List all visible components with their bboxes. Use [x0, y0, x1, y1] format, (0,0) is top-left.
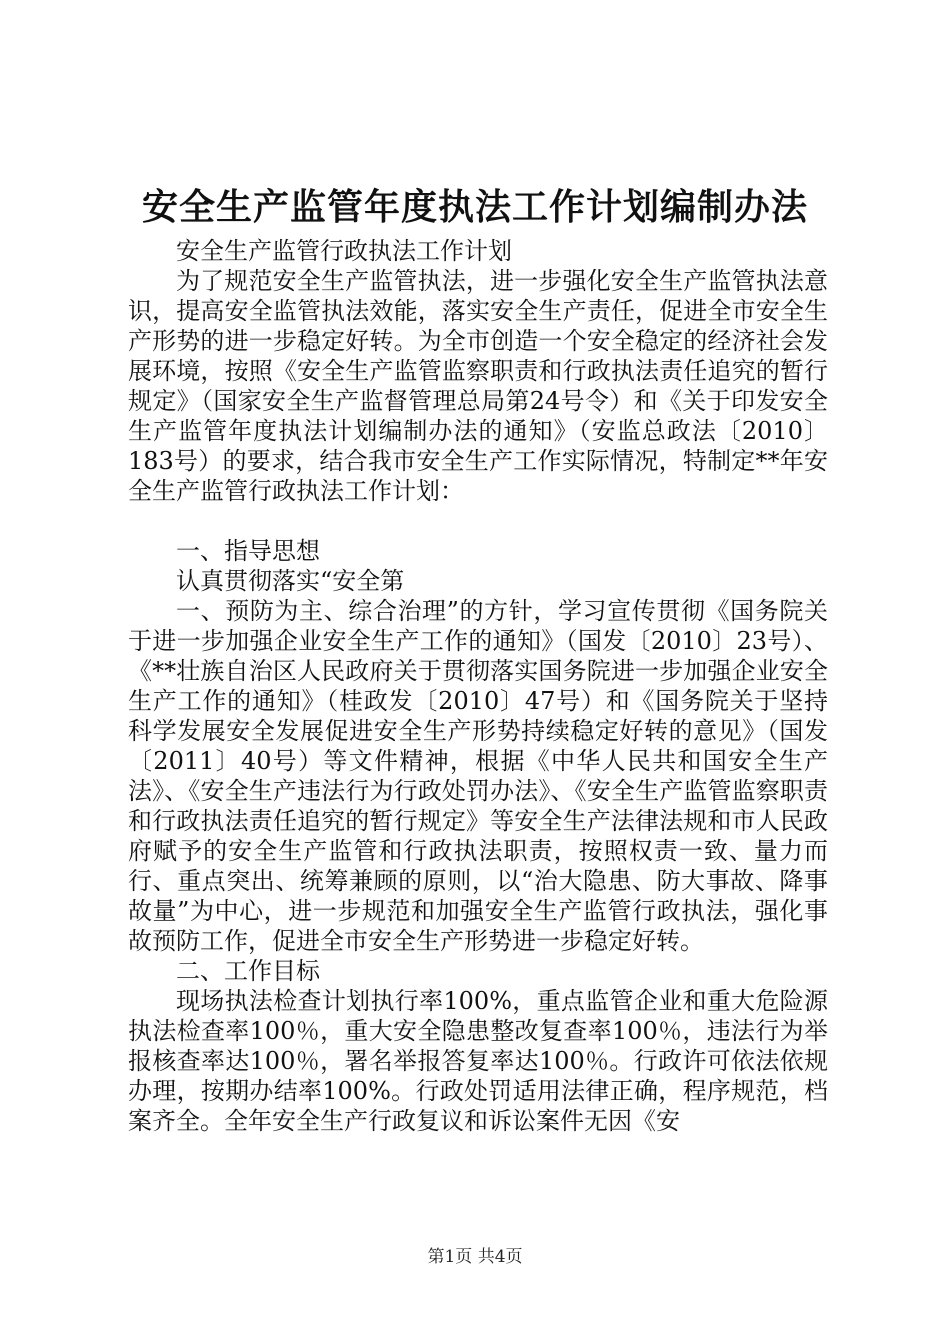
paragraph-intro: 为了规范安全生产监管执法，进一步强化安全生产监管执法意识，提高安全监管执法效能，落实安全生产责任，促进全市安全生产形势的进一步稳定好转。为全市创造一个安全稳定的经济社会发展环境，按照《安全生产监管监察职责和行政执法责任追究的暂行规定》（国家安全生产监督管理总局第24号令）和《关于印发安全生产监管年度执法计划编制办法的通知》（安监总政法〔2010〕183号）的要求，结合我市安全生产工作实际情况，特制定**年安全生产监管行政执法工作计划：	[128, 267, 828, 505]
document-body	[128, 236, 828, 1136]
paragraph-guiding-body: 一、预防为主、综合治理”的方针，学习宣传贯彻《国务院关于进一步加强企业安全生产工作的通知》（国发〔2010〕23号）、《**壮族自治区人民政府关于贯彻落实国务院进一步加强企业安全生产工作的通知》（桂政发〔2010〕47号）和《国务院关于坚持科学发展安全发展促进安全生产形势持续稳定好转的意见》（国发〔2011〕40号）等文件精神，根据《中华人民共和国安全生产法》、《安全生产违法行为行政处罚办法》、《安全生产监管监察职责和行政执法责任追究的暂行规定》等安全生产法律法规和市人民政府赋予的安全生产监管和行政执法职责，按照权责一致、量力而行、重点突出、统筹兼顾的原则，以“治大隐患、防大事故、降事故量”为中心，进一步规范和加强安全生产监管行政执法，强化事故预防工作，促进全市安全生产形势进一步稳定好转。	[128, 597, 828, 955]
page-title: 安全生产监管年度执法工作计划编制办法	[141, 187, 808, 228]
paragraph-subtitle: 安全生产监管行政执法工作计划	[176, 237, 512, 265]
section-heading-work-goals: 二、工作目标	[176, 957, 320, 985]
paragraph-guiding-lead: 认真贯彻落实“安全第	[176, 567, 405, 595]
paragraph-spacer	[128, 506, 828, 536]
section-heading-guiding-thought: 一、指导思想	[176, 537, 320, 565]
page-number-footer: 第1页 共4页	[427, 1247, 523, 1267]
paragraph-work-goals: 现场执法检查计划执行率100%，重点监管企业和重大危险源执法检查率100％，重大安全隐患整改复查率100％，违法行为举报核查率达100％，署名举报答复率达100％。行政许可依法依规办理，按期办结率100%。行政处罚适用法律正确，程序规范，档案齐全。全年安全生产行政复议和诉讼案件无因《安	[128, 987, 828, 1135]
